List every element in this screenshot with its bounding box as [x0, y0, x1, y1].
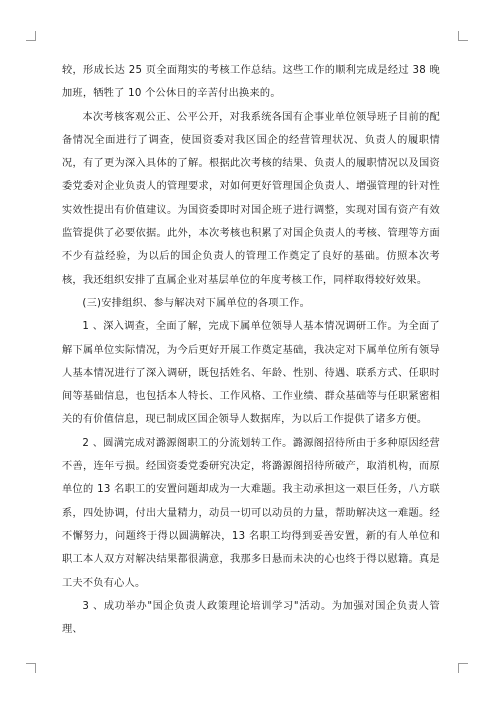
paragraph-continuation: 较，形成长达 25 页全面翔实的考核工作总结。这些工作的顺利完成是经过 38 晚加班，牺牲了 10 个公休日的辛苦付出换来的。	[62, 65, 440, 100]
paragraph-item-3: 3 、成功举办"国企负责人政策理论培训学习"活动。为加强对国企负责人管理、	[62, 600, 440, 636]
crop-mark-top-left	[26, 31, 36, 41]
paragraph-assessment-summary: 本次考核客观公正、公平公开，对我系统各国有企事业单位领导班子目前的配备情况全面进行了调查，使国资委对我区国企的经营管理状况、负责人的履职情况，有了更为深入具体的了解。根据此次考核的结果、负责人的履职情况以及国资委党委对企业负责人的管理要求，对如何更好管理国企负责人、增强管理的针对性实效性提出有价值建议。为国资委即时对国企班子进行调整，实现对国有资产有效监管提供了必要依据。此外，本次考核也积累了对国企负责人的考核、管理等方面不少有益经验，为以后的国企负责人的管理工作奠定了良好的基础。仿照本次考核，我还组织安排了直属企业对基层单位的年度考核工作，同样取得较好效果。	[62, 111, 440, 286]
crop-mark-bottom-right	[458, 663, 468, 673]
crop-mark-bottom-left	[26, 663, 36, 673]
crop-mark-top-right	[458, 31, 468, 41]
document-body	[62, 59, 440, 641]
section-heading-3: (三)安排组织、参与解决对下属单位的各项工作。	[82, 297, 311, 309]
paragraph-item-1: 1 、深入调查，全面了解，完成下属单位领导人基本情况调研工作。为全面了解下属单位实际情况，为今后更好开展工作奠定基础，我决定对下属单位所有领导人基本情况进行了深入调研，既包括姓名、年龄、性别、待遇、联系方式、任职时间等基础信息，也包括本人特长、工作风格、工作业绩、群众基础等与任职紧密相关的有价值信息，现已制成区国企领导人数据库，为以后工作提供了诸多方便。	[62, 321, 440, 426]
paragraph-item-2: 2 、圆满完成对潞源阁职工的分流划转工作。潞源阁招待所由于多种原因经营不善，连年亏损。经国资委党委研究决定，将潞源阁招待所破产，取消机构，而原单位的 13 名职工的安置问题却成为一大难题。我主动承担这一艰巨任务，八方联系，四处协调，付出大量精力，动员一切可以动员的力量，帮助解决这一难题。经不懈努力，问题终于得以圆满解决，13 名职工均得到妥善安置，新的有人单位和职工本人双方对解决结果都很满意，我那多日悬而未决的心也终于得以慰籍。真是工夫不负有心人。	[62, 437, 440, 589]
